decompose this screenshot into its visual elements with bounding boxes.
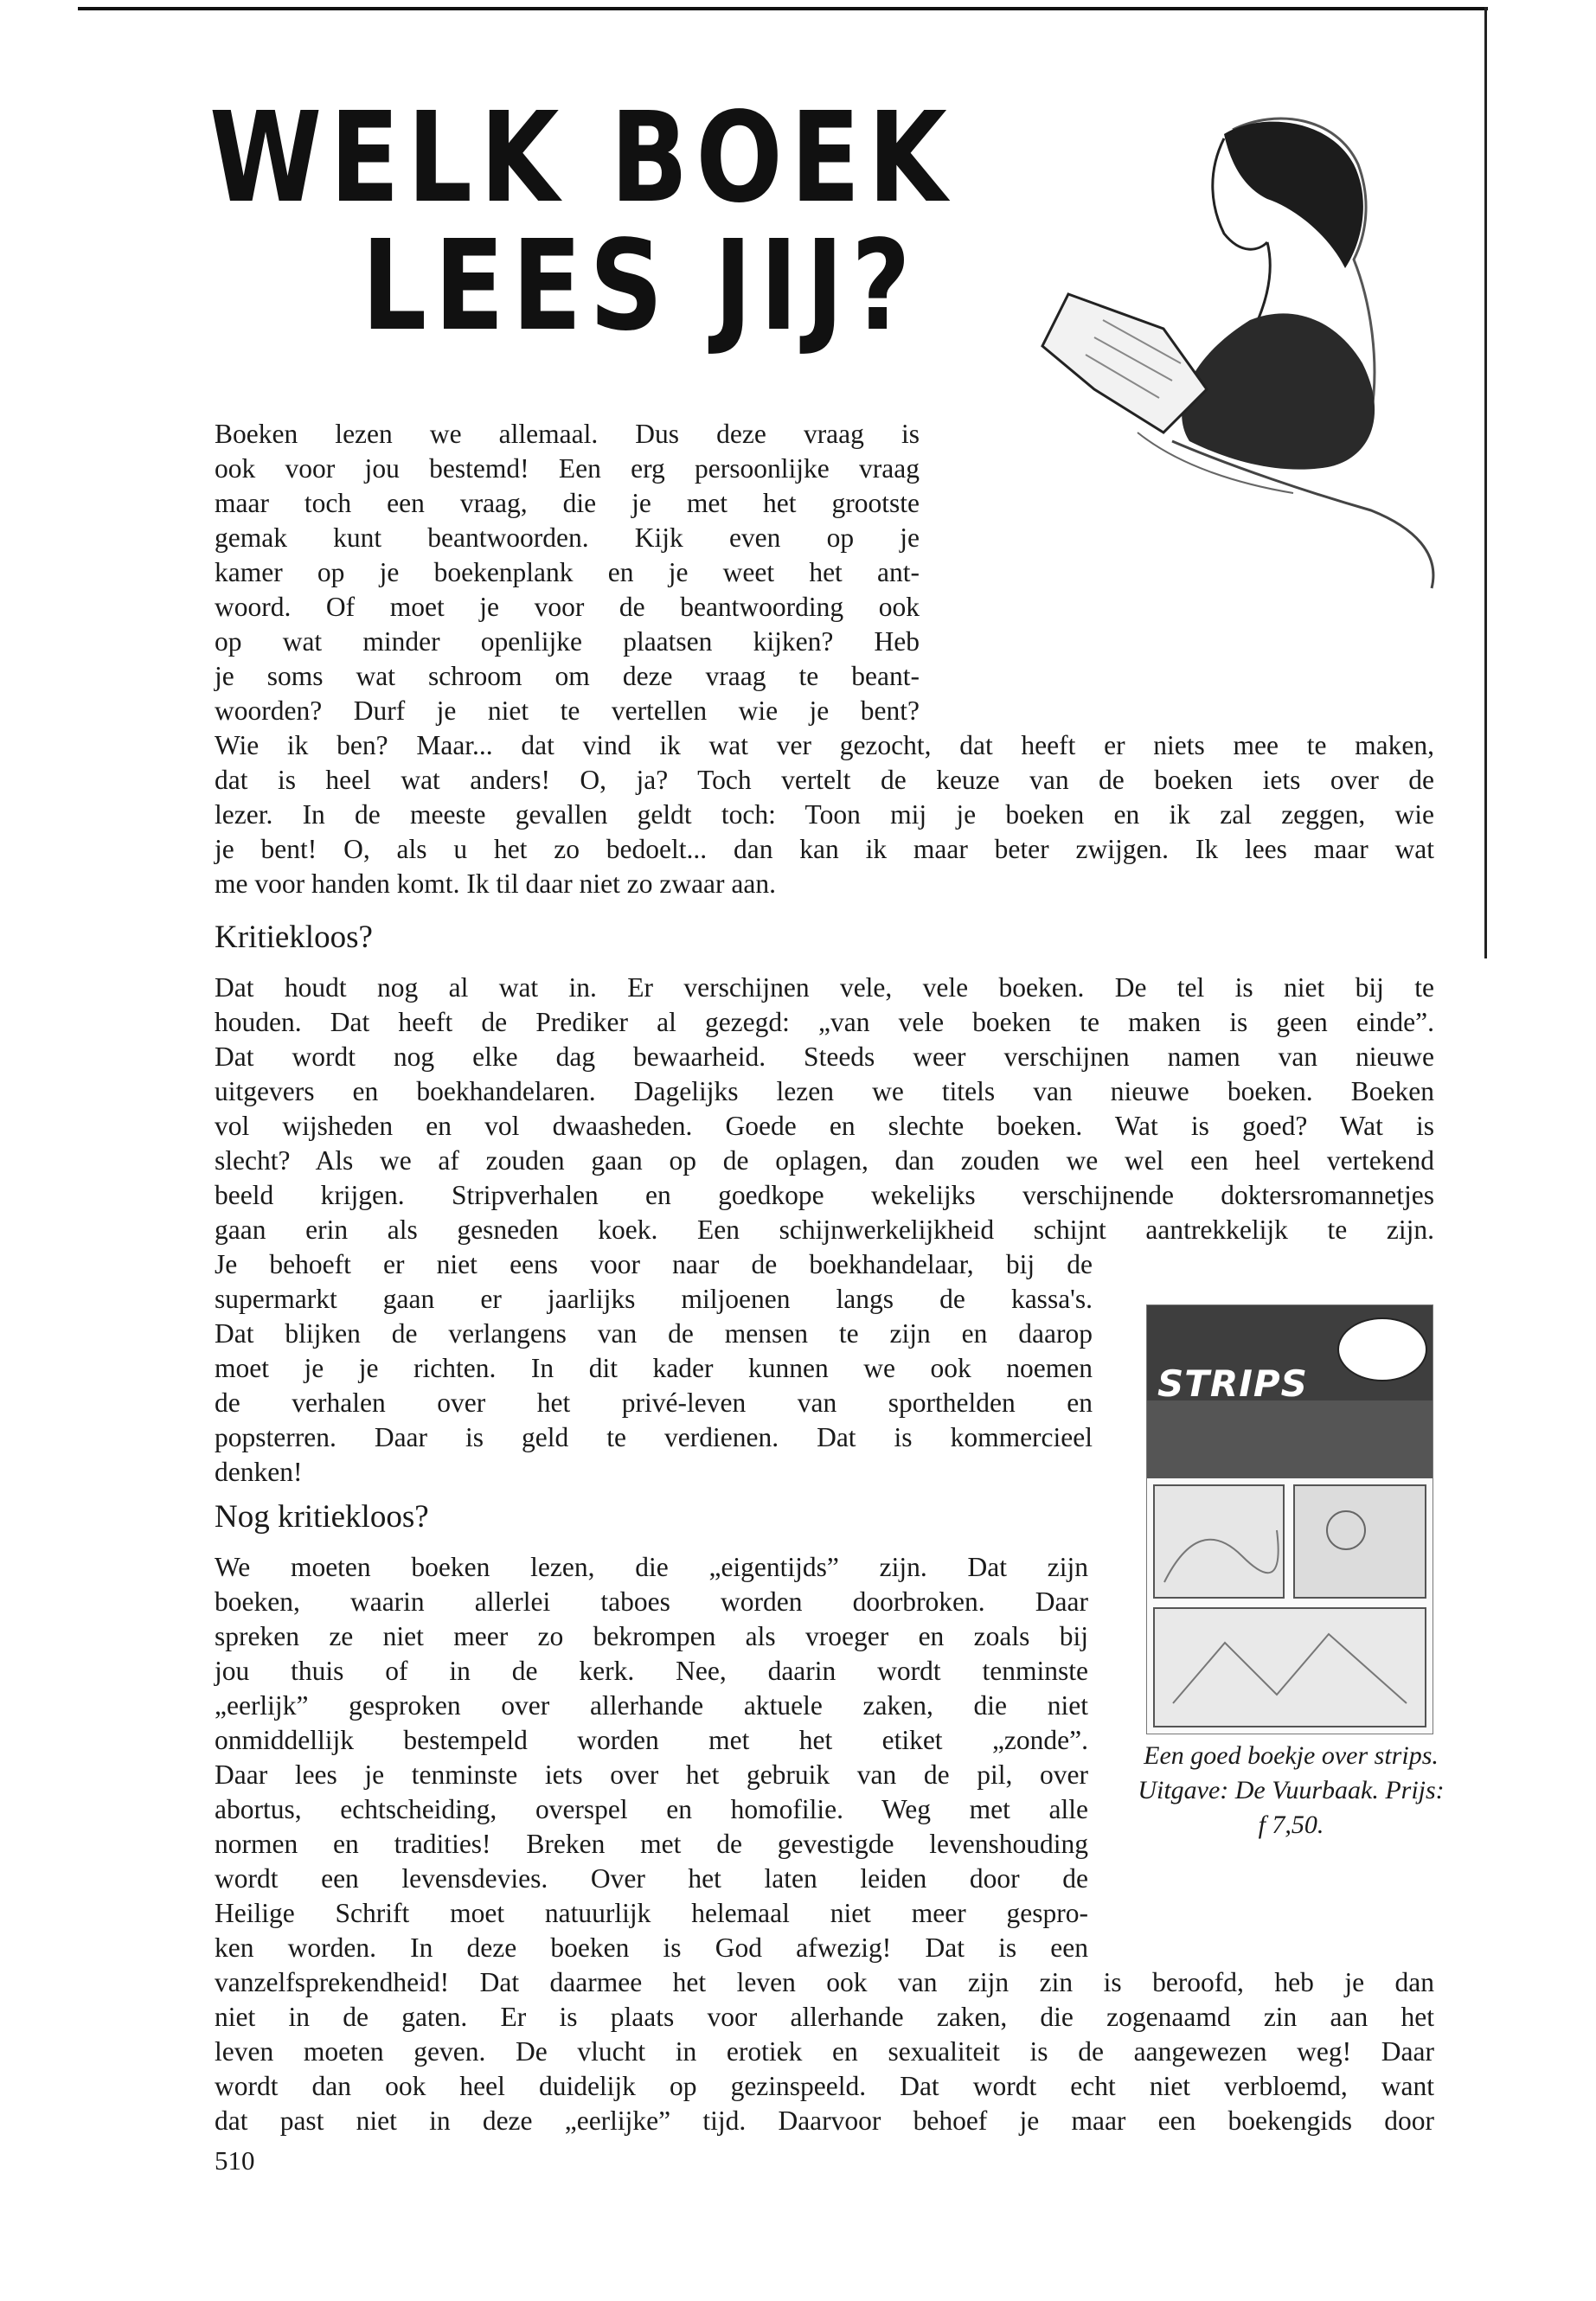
cover-middle-band: [1147, 1400, 1433, 1478]
section1-line: gaan erin als gesneden koek. Een schijnwerkelijkheid schijnt aantrekkelijk te zijn.: [215, 1215, 1434, 1245]
intro-line: woorden? Durf je niet te vertellen wie je bent?: [215, 695, 920, 726]
intro-line: je soms wat schroom om deze vraag te beant-: [215, 661, 920, 691]
intro-line: ook voor jou bestemd! Een erg persoonlijke vraag: [215, 453, 920, 484]
intro-line: op wat minder openlijke plaatsen kijken? Heb: [215, 626, 920, 657]
section1-line: moet je je richten. In dit kader kunnen we ook noemen: [215, 1353, 1093, 1383]
section1-line: Dat wordt nog elke dag bewaarheid. Steeds weer verschijnen namen van nieuwe: [215, 1042, 1434, 1072]
section2-line: „eerlijk” gesproken over allerhande aktuele zaken, die niet: [215, 1690, 1088, 1721]
section1-line: Dat houdt nog al wat in. Er verschijnen vele, vele boeken. De tel is niet bij te: [215, 972, 1434, 1003]
intro-line: gemak kunt beantwoorden. Kijk even op je: [215, 522, 920, 553]
strips-book-cover: [1146, 1304, 1433, 1734]
section2-line: dat past niet in deze „eerlijke” tijd. Daarvoor behoef je maar een boekengids door: [215, 2106, 1434, 2136]
section1-line: Dat blijken de verlangens van de mensen te zijn en daarop: [215, 1318, 1093, 1349]
intro-line: dat is heel wat anders! O, ja? Toch vertelt de keuze van de boeken iets over de: [215, 765, 1434, 795]
section1-line: denken!: [215, 1457, 303, 1487]
section2-line: leven moeten geven. De vlucht in erotiek en sexualiteit is de aangewezen weg! Daar: [215, 2036, 1434, 2067]
cover-title: STRIPS: [1157, 1362, 1308, 1405]
top-rule: [78, 7, 1488, 10]
intro-line: woord. Of moet je voor de beantwoording ook: [215, 592, 920, 622]
intro-line: kamer op je boekenplank en je weet het ant-: [215, 557, 920, 587]
section1-line: popsterren. Daar is geld te verdienen. Dat is kommercieel: [215, 1422, 1093, 1452]
section2-line: vanzelfsprekendheid! Dat daarmee het leven ook van zijn zin is beroofd, heb je dan: [215, 1967, 1434, 1997]
intro-line: je bent! O, als u het zo bedoelt... dan kan ik maar beter zwijgen. Ik lees maar wat: [215, 834, 1434, 864]
section2-line: ken worden. In deze boeken is God afwezig! Dat is een: [215, 1932, 1088, 1963]
intro-line: maar toch een vraag, die je met het grootste: [215, 488, 920, 518]
section-heading-kritiekloos: Kritiekloos?: [215, 920, 373, 955]
section2-line: onmiddellijk bestempeld worden met het etiket „zonde”.: [215, 1725, 1088, 1755]
speech-bubble-icon: [1337, 1317, 1427, 1381]
section2-line: We moeten boeken lezen, die „eigentijds” zijn. Dat zijn: [215, 1552, 1088, 1582]
section2-line: normen en tradities! Breken met de gevestigde levenshouding: [215, 1829, 1088, 1859]
section1-line: beeld krijgen. Stripverhalen en goedkope wekelijks verschijnende doktersromannetjes: [215, 1180, 1434, 1210]
section1-line: de verhalen over het privé-leven van sporthelden en: [215, 1388, 1093, 1418]
section2-line: Heilige Schrift moet natuurlijk helemaal niet meer gespro-: [215, 1898, 1088, 1928]
section1-line: houden. Dat heeft de Prediker al gezegd: „van vele boeken te maken is geen einde”.: [215, 1007, 1434, 1037]
section1-line: Je behoeft er niet eens voor naar de boekhandelaar, bij de: [215, 1249, 1093, 1279]
right-rule: [1484, 7, 1487, 958]
intro-line: Boeken lezen we allemaal. Dus deze vraag is: [215, 419, 920, 449]
section2-line: jou thuis of in de kerk. Nee, daarin wordt tenminste: [215, 1656, 1088, 1686]
title-line-2: LEES JIJ?: [362, 212, 919, 359]
section2-line: Daar lees je tenminste iets over het gebruik van de pil, over: [215, 1759, 1088, 1790]
section2-line: spreken ze niet meer zo bekrompen als vroeger en zoals bij: [215, 1621, 1088, 1651]
figure-caption: Een goed boekje over strips. Uitgave: De Vuurbaak. Prijs: f 7,50.: [1138, 1741, 1445, 1839]
intro-line: lezer. In de meeste gevallen geldt toch: Toon mij je boeken en ik zal zeggen, wie: [215, 799, 1434, 830]
section2-line: niet in de gaten. Er is plaats voor allerhande zaken, die zogenaamd zin aan het: [215, 2002, 1434, 2032]
section-heading-nog-kritiekloos: Nog kritiekloos?: [215, 1499, 429, 1535]
section1-line: supermarkt gaan er jaarlijks miljoenen langs de kassa's.: [215, 1284, 1093, 1314]
section1-line: slecht? Als we af zouden gaan op de oplagen, dan zouden we wel een heel vertekend: [215, 1145, 1434, 1176]
section2-line: boeken, waarin allerlei taboes worden doorbroken. Daar: [215, 1586, 1088, 1617]
title-line-1: WELK BOEK: [209, 84, 955, 231]
section2-line: abortus, echtscheiding, overspel en homofilie. Weg met alle: [215, 1794, 1088, 1824]
intro-line: me voor handen komt. Ik til daar niet zo zwaar aan.: [215, 868, 776, 899]
intro-line: Wie ik ben? Maar... dat vind ik wat ver gezocht, dat heeft er niets mee te maken,: [215, 730, 1434, 760]
section2-line: wordt dan ook heel duidelijk op gezinspeeld. Dat wordt echt niet verbloemd, want: [215, 2071, 1434, 2101]
section2-line: wordt een levensdevies. Over het laten leiden door de: [215, 1863, 1088, 1894]
section1-line: uitgevers en boekhandelaren. Dagelijks lezen we titels van nieuwe boeken. Boeken: [215, 1076, 1434, 1106]
page-number: 510: [215, 2145, 255, 2176]
comic-panels-illustration: [1147, 1478, 1433, 1734]
section1-line: vol wijsheden en vol dwaasheden. Goede en slechte boeken. Wat is goed? Wat is: [215, 1111, 1434, 1141]
girl-reading-illustration: [965, 104, 1449, 623]
